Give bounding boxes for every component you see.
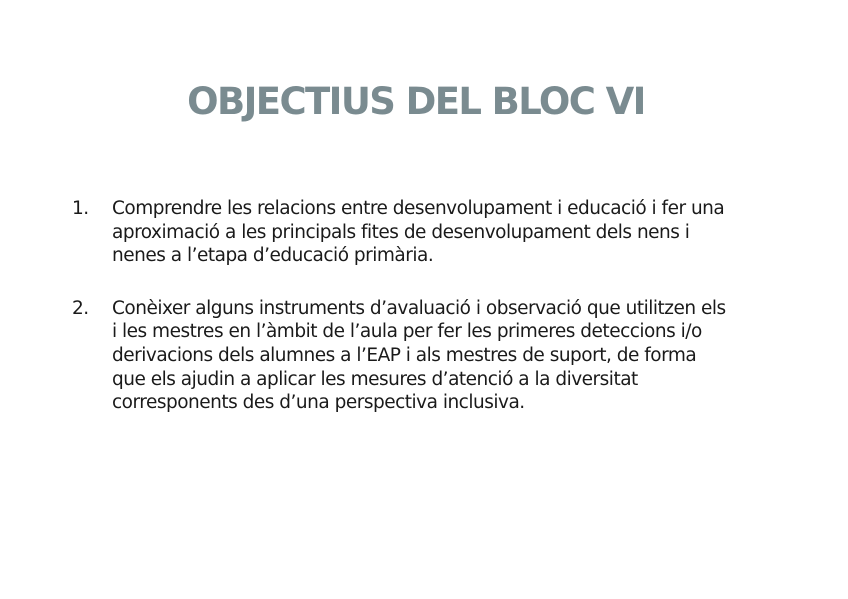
objective-item bbox=[72, 297, 782, 415]
objective-text-line: que els ajudin a aplicar les mesures d’atenció a la diversitat bbox=[112, 368, 638, 390]
objective-item bbox=[72, 197, 782, 268]
objective-number: 1. bbox=[72, 198, 89, 219]
objective-text-line: Comprendre les relacions entre desenvolupament i educació i fer una bbox=[112, 198, 725, 219]
slide-title: OBJECTIUS DEL BLOC VI bbox=[187, 80, 645, 123]
objective-number: 2. bbox=[72, 297, 89, 319]
objective-text-line: nenes a l’etapa d’educació primària. bbox=[112, 245, 434, 267]
objective-text-line: aproximació a les principals fites de desenvolupament dels nens i bbox=[112, 221, 690, 243]
objectives-list bbox=[72, 197, 782, 444]
objective-text-line: Conèixer alguns instruments d’avaluació i observació que utilitzen els bbox=[112, 297, 726, 319]
objective-text-line: corresponents des d’una perspectiva inclusiva. bbox=[112, 392, 525, 414]
objective-text-line: i les mestres en l’àmbit de l’aula per fer les primeres deteccions i/o bbox=[112, 321, 702, 343]
objective-text-line: derivacions dels alumnes a l’EAP i als mestres de suport, de forma bbox=[112, 344, 697, 366]
